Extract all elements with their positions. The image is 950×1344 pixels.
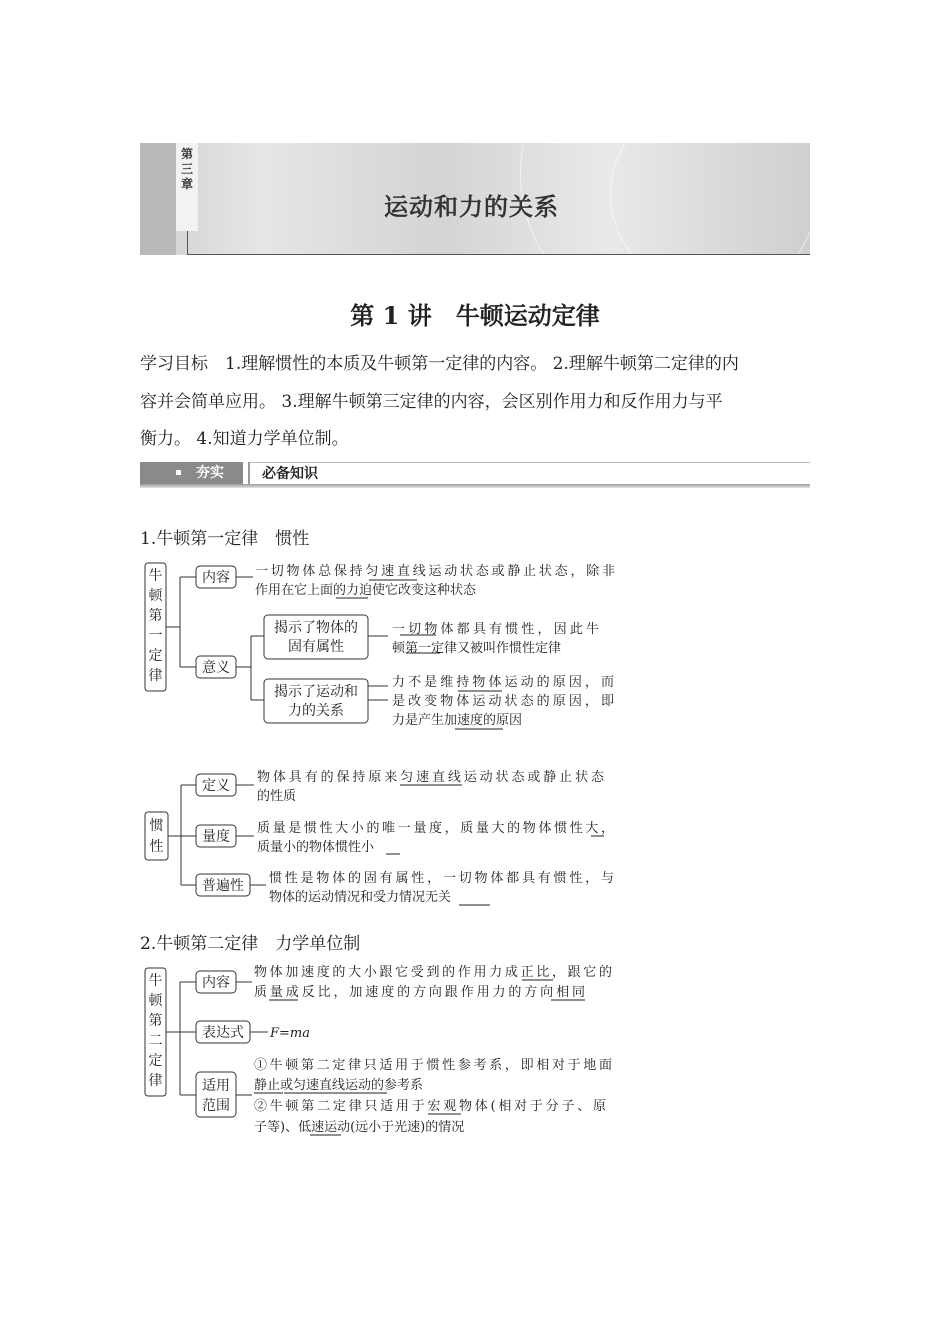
measure-label: 量度 [202,829,230,845]
content-text: 质量成反比，加速度的方向跟作用力的方向相同 [254,985,585,1000]
scope-text: 静止或匀速直线运动的参考系 [254,1078,424,1093]
objectives-line: 容并会简单应用。 3.理解牛顿第三定律的内容，会区别作用力和反作用力与平 [140,392,723,412]
m2-text: 是改变物体运动状态的原因，即 [392,694,614,709]
content-text: 物体加速度的大小跟它受到的作用力成正比，跟它的 [254,965,612,980]
scope-text: 子等)、低速运动(远小于光速)的情况 [254,1120,465,1135]
content-label: 内容 [202,570,230,586]
root-char: 顿 [148,588,163,604]
banner-sidebar [140,143,176,255]
root-char: 第 [148,1013,163,1029]
universality-text: 惯性是物体的固有属性，一切物体都具有惯性，与 [269,871,614,886]
universality-label: 普遍性 [202,878,244,894]
content-text: 一切物体总保持匀速直线运动状态或静止状态，除非 [255,564,615,579]
root-char: 牛 [148,973,163,989]
measure-text: 质量是惯性大小的唯一量度，质量大的物体惯性大， [257,821,614,836]
section-heading: 2.牛顿第二定律 力学单位制 [140,934,361,954]
section-bar-right-label: 必备知识 [250,462,810,484]
root-char: 定 [148,1053,163,1069]
scope-label: 适用 [202,1078,230,1094]
newton-second-law-diagram [140,960,620,1140]
section-bar-left-label: 夯实 [196,465,224,481]
m1-label: 固有属性 [288,639,344,655]
chapter-tab-char: 第 [180,147,193,161]
m2-text: 力是产生加速度的原因 [392,713,523,728]
chapter-banner [140,143,810,255]
root-char: 惯 [149,818,164,834]
banner-decoration [610,143,810,255]
root-char: 律 [148,668,163,684]
divider [187,231,188,255]
objectives-line: 学习目标 1.理解惯性的本质及牛顿第一定律的内容。 2.理解牛顿第二定律的内 [140,354,739,374]
m2-label: 力的关系 [288,703,344,719]
root-char: 二 [148,1033,163,1049]
section-heading: 1.牛顿第一定律 惯性 [140,529,310,549]
content-text: 作用在它上面的力迫使它改变这种状态 [255,583,477,598]
square-icon [176,470,181,475]
lesson-title: 第 1 讲 牛顿运动定律 [350,301,600,330]
objectives-line: 衡力。 4.知道力学单位制。 [140,429,349,449]
measure-text: 质量小的物体惯性小 [257,840,375,855]
chapter-tab-char: 章 [180,177,193,191]
divider [187,254,810,255]
section-bar [140,462,810,488]
chapter-tab [176,143,198,231]
meaning-label: 意义 [202,660,230,676]
m1-text: 一切物体都具有惯性，因此牛 [392,622,599,637]
root-char: 律 [148,1073,163,1089]
expression-text: F=ma [270,1026,310,1041]
root-char: 定 [148,648,163,664]
root-char: 性 [149,839,164,855]
scope-text: ②牛顿第二定律只适用于宏观物体(相对于分子、原 [254,1099,606,1114]
chapter-tab-char: 三 [180,162,193,176]
definition-text: 的性质 [257,789,297,804]
m2-label: 揭示了运动和 [274,684,358,700]
root-char: 一 [148,628,163,644]
m1-text: 顿第一定律又被叫作惯性定律 [392,641,562,656]
section-bar-left [140,462,243,484]
section-bar-shadow [140,484,810,488]
universality-text: 物体的运动情况和受力情况无关 [269,890,452,905]
m2-text: 力不是维持物体运动的原因，而 [392,675,614,690]
root-char: 第 [148,608,163,624]
root-char: 顿 [148,993,163,1009]
m1-label: 揭示了物体的 [274,620,358,636]
definition-label: 定义 [202,778,230,794]
expression-label: 表达式 [202,1025,244,1041]
scope-label: 范围 [202,1098,230,1114]
chapter-title: 运动和力的关系 [384,193,559,221]
root-char: 牛 [148,568,163,584]
inertia-diagram [140,765,620,910]
scope-text: ①牛顿第二定律只适用于惯性参考系，即相对于地面 [254,1058,612,1073]
definition-text: 物体具有的保持原来匀速直线运动状态或静止状态 [257,770,604,785]
newton-first-law-diagram [140,555,620,735]
content-label: 内容 [202,975,230,991]
